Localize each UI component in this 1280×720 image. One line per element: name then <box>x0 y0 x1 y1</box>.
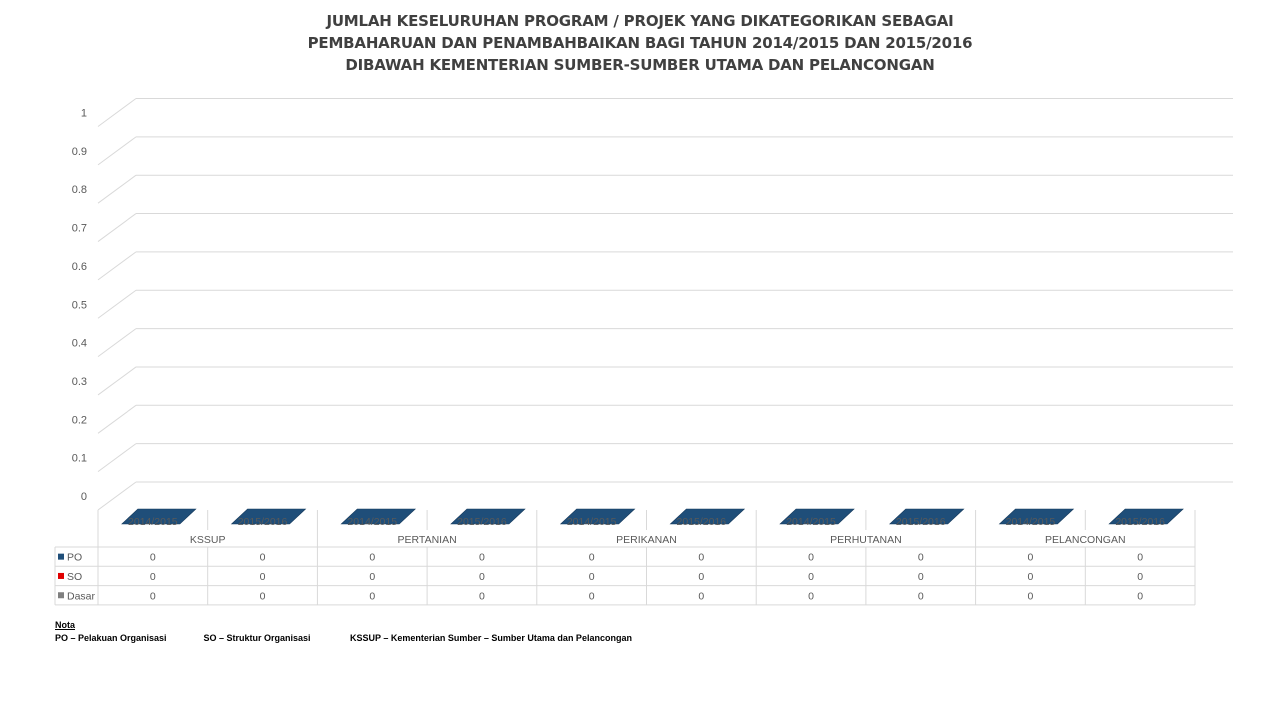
legend-key-dasar <box>58 592 64 598</box>
legend-key-so <box>58 573 64 579</box>
data-cell: 0 <box>698 551 705 564</box>
data-cell: 0 <box>259 570 266 583</box>
x-sub-label: 2015/2016 <box>676 516 727 528</box>
data-cell: 0 <box>698 590 705 603</box>
legend-key-po <box>58 554 64 560</box>
y-tick-label: 0.8 <box>71 184 87 197</box>
data-cell: 0 <box>1137 551 1144 564</box>
x-sub-label: 2014/2015 <box>786 516 836 528</box>
data-cell: 0 <box>808 551 814 564</box>
x-sub-label: 2014/2015 <box>128 516 178 528</box>
y-tick-label: 0.6 <box>71 260 87 273</box>
y-tick-label: 0.3 <box>71 375 87 388</box>
gridline-side <box>98 482 136 510</box>
y-tick-label: 0.4 <box>71 337 87 350</box>
nota-heading: Nota <box>55 620 75 630</box>
x-sub-label: 2015/2016 <box>237 516 288 528</box>
data-cell: 0 <box>479 551 485 564</box>
nota-kssup: KSSUP – Kementerian Sumber – Sumber Utama dan Pelancongan <box>350 633 632 643</box>
x-group-label: PELANCONGAN <box>1045 534 1126 546</box>
data-cell: 0 <box>479 570 485 583</box>
data-cell: 0 <box>479 590 485 603</box>
gridline-side <box>98 367 136 395</box>
data-cell: 0 <box>259 590 266 603</box>
y-tick-label: 0.5 <box>71 299 87 312</box>
nota-po: PO – Pelakuan Organisasi <box>55 633 167 643</box>
y-tick-label: 0.1 <box>71 452 87 465</box>
x-group-label: PERIKANAN <box>616 534 677 546</box>
data-cell: 0 <box>369 551 376 564</box>
legend-label-po: PO <box>67 551 83 564</box>
data-cell: 0 <box>588 590 595 603</box>
gridline-side <box>98 405 136 433</box>
data-cell: 0 <box>1027 551 1034 564</box>
x-sub-label: 2014/2015 <box>347 516 398 528</box>
data-cell: 0 <box>808 590 814 603</box>
data-cell: 0 <box>259 551 266 564</box>
x-sub-label: 2015/2016 <box>1115 516 1165 528</box>
data-cell: 0 <box>917 570 924 583</box>
gridline-side <box>98 329 136 357</box>
data-cell: 0 <box>1027 590 1034 603</box>
data-cell: 0 <box>1027 570 1034 583</box>
data-cell: 0 <box>917 551 924 564</box>
data-cell: 0 <box>149 570 156 583</box>
nota-section <box>55 619 632 645</box>
data-cell: 0 <box>588 570 595 583</box>
data-cell: 0 <box>1137 570 1144 583</box>
x-group-label: KSSUP <box>189 534 226 546</box>
data-cell: 0 <box>149 590 156 603</box>
data-cell: 0 <box>369 570 376 583</box>
data-cell: 0 <box>149 551 156 564</box>
nota-so: SO – Struktur Organisasi <box>203 633 311 643</box>
data-cell: 0 <box>698 570 705 583</box>
data-cell: 0 <box>917 590 924 603</box>
title-line-2: PEMBAHARUAN DAN PENAMBAHBAIKAN BAGI TAHUN 2014/2015 DAN 2015/2016 <box>307 34 973 52</box>
x-sub-label: 2015/2016 <box>895 516 946 528</box>
data-cell: 0 <box>588 551 595 564</box>
legend-label-so: SO <box>67 570 83 583</box>
x-sub-label: 2014/2015 <box>566 516 617 528</box>
title-line-1: JUMLAH KESELURUHAN PROGRAM / PROJEK YANG DIKATEGORIKAN SEBAGAI <box>326 12 954 30</box>
y-tick-label: 0 <box>80 491 87 503</box>
y-tick-label: 1 <box>80 107 87 120</box>
y-tick-label: 0.9 <box>71 145 87 158</box>
gridline-side <box>98 175 136 203</box>
title-line-3: DIBAWAH KEMENTERIAN SUMBER-SUMBER UTAMA DAN PELANCONGAN <box>345 56 935 74</box>
x-group-label: PERTANIAN <box>397 534 457 546</box>
gridline-side <box>98 214 136 242</box>
data-cell: 0 <box>1137 590 1144 603</box>
x-group-label: PERHUTANAN <box>830 534 902 546</box>
data-cell: 0 <box>808 570 814 583</box>
gridline-side <box>98 290 136 318</box>
gridline-side <box>98 137 136 165</box>
x-sub-label: 2014/2015 <box>1005 516 1056 528</box>
y-tick-label: 0.2 <box>71 414 87 427</box>
legend-label-dasar: Dasar <box>67 590 96 603</box>
gridline-side <box>98 99 136 127</box>
data-cell: 0 <box>369 590 376 603</box>
y-tick-label: 0.7 <box>71 222 87 235</box>
gridline-side <box>98 444 136 472</box>
x-sub-label: 2015/2016 <box>457 516 507 528</box>
gridline-side <box>98 252 136 280</box>
